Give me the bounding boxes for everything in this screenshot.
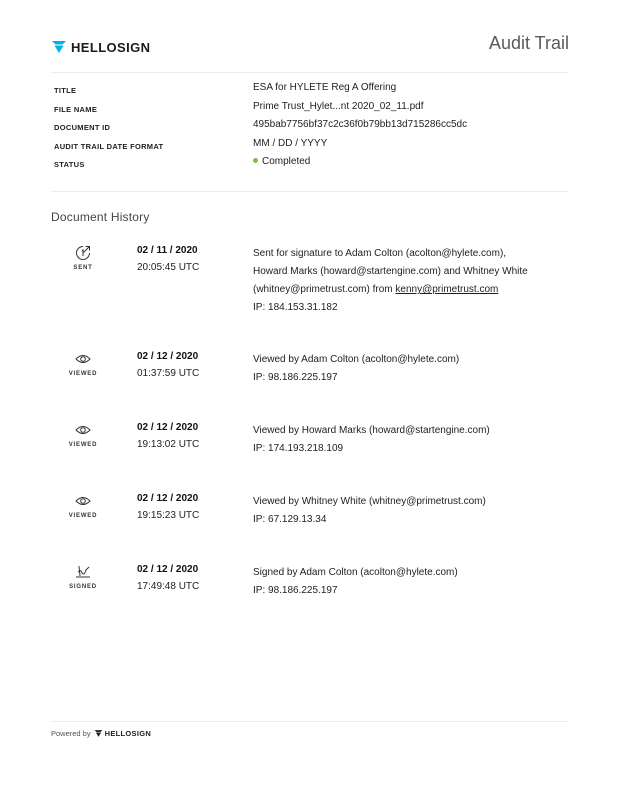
- event-description: [253, 422, 553, 458]
- event-date: 02 / 12 / 2020: [137, 351, 199, 362]
- event-description: [253, 245, 553, 317]
- event-type-label: SENT: [73, 265, 93, 271]
- divider: [51, 191, 569, 192]
- eye-icon: [75, 422, 91, 438]
- event-time: 17:49:48 UTC: [137, 581, 200, 592]
- event-time: 01:37:59 UTC: [137, 368, 200, 379]
- event-date: 02 / 12 / 2020: [137, 493, 199, 504]
- hellosign-logo-icon: [94, 729, 103, 738]
- meta-value: Prime Trust_Hylet...nt 2020_02_11.pdf: [253, 100, 424, 112]
- divider: [51, 721, 569, 722]
- event-type-label: VIEWED: [68, 513, 98, 519]
- meta-row-title: [54, 82, 569, 101]
- event-ip: IP: 174.193.218.109: [253, 443, 344, 454]
- page-footer: [51, 729, 151, 738]
- hellosign-logo: [51, 39, 150, 55]
- status-text: Completed: [262, 156, 311, 167]
- event-date: 02 / 11 / 2020: [137, 245, 198, 256]
- powered-by-text: Powered by: [51, 729, 91, 738]
- brand-name: HELLOSIGN: [71, 39, 151, 55]
- meta-row-document-id: [54, 119, 569, 138]
- event-date: 02 / 12 / 2020: [137, 422, 199, 433]
- event-time: 19:15:23 UTC: [137, 510, 200, 521]
- event-text: Sent for signature to Adam Colton (acolton@hylete.com),: [253, 248, 507, 259]
- meta-row-date-format: [54, 138, 569, 157]
- meta-label: AUDIT TRAIL DATE FORMAT: [54, 141, 164, 151]
- document-details: [54, 82, 569, 175]
- footer-brand: HELLOSIGN: [104, 729, 152, 738]
- meta-row-file-name: [54, 101, 569, 120]
- event-date: 02 / 12 / 2020: [137, 564, 199, 575]
- event-ip: IP: 67.129.13.34: [253, 514, 327, 525]
- event-time: 19:13:02 UTC: [137, 439, 200, 450]
- event-type-label: VIEWED: [68, 442, 98, 448]
- event-description: [253, 564, 553, 600]
- event-type-label: VIEWED: [68, 371, 98, 377]
- meta-value: ESA for HYLETE Reg A Offering: [253, 82, 397, 93]
- hellosign-logo-icon: [51, 39, 67, 55]
- meta-label: STATUS: [54, 160, 85, 169]
- status-dot-icon: [253, 158, 258, 163]
- page-title: Audit Trail: [488, 33, 569, 53]
- event-time: 20:05:45 UTC: [137, 262, 200, 273]
- event-description: [253, 351, 553, 387]
- send-icon: [75, 245, 91, 261]
- event-description: [253, 493, 553, 529]
- signature-icon: [74, 564, 92, 580]
- event-text: Viewed by Howard Marks (howard@startengine.com): [253, 425, 490, 436]
- event-text: Signed by Adam Colton (acolton@hylete.com): [253, 567, 458, 578]
- sender-email-link[interactable]: kenny@primetrust.com: [395, 284, 499, 295]
- meta-label: FILE NAME: [54, 104, 98, 114]
- eye-icon: [75, 493, 91, 509]
- event-text: Viewed by Adam Colton (acolton@hylete.com): [253, 354, 460, 365]
- meta-value: 495bab7756bf37c2c36f0b79bb13d715286cc5dc: [253, 119, 468, 130]
- event-ip: IP: 98.186.225.197: [253, 585, 338, 596]
- meta-label: TITLE: [54, 86, 77, 95]
- meta-label: DOCUMENT ID: [54, 123, 111, 132]
- event-text: (whitney@primetrust.com) from: [253, 284, 396, 295]
- event-text: Viewed by Whitney White (whitney@primetrust.com): [253, 496, 486, 507]
- event-ip: IP: 184.153.31.182: [253, 302, 338, 313]
- event-ip: IP: 98.186.225.197: [253, 372, 338, 383]
- section-title: Document History: [51, 210, 150, 224]
- eye-icon: [75, 351, 91, 367]
- event-text: Howard Marks (howard@startengine.com) and Whitney White: [253, 266, 528, 277]
- page-header: [51, 33, 569, 59]
- event-type-label: SIGNED: [69, 584, 97, 590]
- divider: [51, 72, 569, 73]
- status-value: [253, 156, 310, 167]
- meta-row-status: [54, 156, 569, 175]
- meta-value: MM / DD / YYYY: [253, 137, 328, 149]
